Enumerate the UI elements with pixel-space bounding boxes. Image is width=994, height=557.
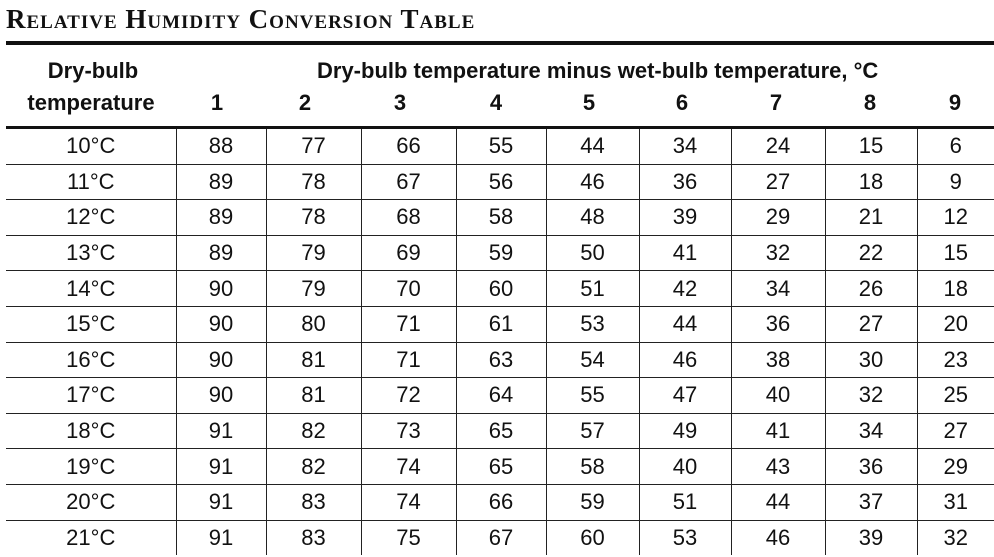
table-cell: 36	[825, 449, 917, 485]
table-cell: 58	[546, 449, 639, 485]
table-cell: 30	[825, 342, 917, 378]
table-cell: 83	[266, 484, 361, 520]
table-cell: 41	[639, 235, 731, 271]
table-cell: 64	[456, 378, 546, 414]
table-cell: 70	[361, 271, 456, 307]
table-cell: 91	[176, 449, 266, 485]
table-cell: 91	[176, 413, 266, 449]
table-cell: 29	[731, 200, 825, 236]
row-temperature: 17°C	[6, 378, 176, 414]
table-cell: 91	[176, 520, 266, 555]
table-cell: 71	[361, 342, 456, 378]
table-cell: 51	[546, 271, 639, 307]
table-cell: 61	[456, 306, 546, 342]
table-cell: 54	[546, 342, 639, 378]
table-cell: 50	[546, 235, 639, 271]
table-cell: 82	[266, 449, 361, 485]
table-cell: 32	[731, 235, 825, 271]
table-cell: 81	[266, 378, 361, 414]
row-label-line2: temperature	[27, 90, 155, 115]
table-cell: 40	[731, 378, 825, 414]
table-cell: 89	[176, 200, 266, 236]
table-cell: 27	[731, 164, 825, 200]
table-cell: 90	[176, 271, 266, 307]
table-cell: 12	[917, 200, 994, 236]
table-cell: 36	[731, 306, 825, 342]
table-cell: 29	[917, 449, 994, 485]
table-cell: 67	[361, 164, 456, 200]
table-cell: 24	[731, 129, 825, 164]
table-cell: 75	[361, 520, 456, 555]
humidity-table	[6, 129, 994, 555]
column-header: 1	[210, 90, 224, 115]
table-cell: 81	[266, 342, 361, 378]
row-temperature: 20°C	[6, 484, 176, 520]
column-header: 4	[489, 90, 503, 115]
table-row	[6, 306, 994, 342]
table-cell: 58	[456, 200, 546, 236]
column-header: 8	[863, 90, 877, 115]
table-cell: 68	[361, 200, 456, 236]
row-label-line1: Dry-bulb	[47, 58, 139, 83]
row-temperature: 11°C	[6, 164, 176, 200]
table-cell: 6	[917, 129, 994, 164]
table-cell: 53	[546, 306, 639, 342]
table-row	[6, 164, 994, 200]
table-cell: 90	[176, 342, 266, 378]
table-cell: 27	[825, 306, 917, 342]
table-cell: 69	[361, 235, 456, 271]
table-row	[6, 129, 994, 164]
table-cell: 15	[825, 129, 917, 164]
table-row	[6, 520, 994, 555]
table-cell: 67	[456, 520, 546, 555]
table-cell: 78	[266, 200, 361, 236]
table-cell: 65	[456, 413, 546, 449]
table-cell: 90	[176, 378, 266, 414]
table-row	[6, 378, 994, 414]
table-cell: 39	[825, 520, 917, 555]
table-cell: 79	[266, 235, 361, 271]
table-cell: 46	[731, 520, 825, 555]
row-temperature: 18°C	[6, 413, 176, 449]
table-cell: 71	[361, 306, 456, 342]
column-header: 5	[582, 90, 596, 115]
table-cell: 66	[361, 129, 456, 164]
table-cell: 34	[731, 271, 825, 307]
column-header: 3	[393, 90, 407, 115]
row-temperature: 15°C	[6, 306, 176, 342]
table-cell: 48	[546, 200, 639, 236]
column-header: 7	[769, 90, 783, 115]
table-cell: 59	[546, 484, 639, 520]
table-row	[6, 449, 994, 485]
table-cell: 44	[639, 306, 731, 342]
table-cell: 37	[825, 484, 917, 520]
table-cell: 41	[731, 413, 825, 449]
title-rule	[6, 41, 994, 45]
table-cell: 60	[456, 271, 546, 307]
table-cell: 82	[266, 413, 361, 449]
table-cell: 38	[731, 342, 825, 378]
row-temperature: 19°C	[6, 449, 176, 485]
table-title: Relative Humidity Conversion Table	[6, 4, 476, 34]
table-cell: 63	[456, 342, 546, 378]
table-cell: 9	[917, 164, 994, 200]
table-cell: 46	[639, 342, 731, 378]
table-cell: 51	[639, 484, 731, 520]
table-cell: 74	[361, 449, 456, 485]
table-row	[6, 342, 994, 378]
table-row	[6, 413, 994, 449]
table-cell: 40	[639, 449, 731, 485]
table-cell: 39	[639, 200, 731, 236]
row-temperature: 16°C	[6, 342, 176, 378]
table-cell: 21	[825, 200, 917, 236]
row-temperature: 13°C	[6, 235, 176, 271]
table-cell: 43	[731, 449, 825, 485]
table-cell: 79	[266, 271, 361, 307]
table-row	[6, 484, 994, 520]
table-cell: 55	[456, 129, 546, 164]
table-cell: 57	[546, 413, 639, 449]
table-cell: 34	[639, 129, 731, 164]
table-cell: 25	[917, 378, 994, 414]
table-cell: 44	[546, 129, 639, 164]
table-cell: 42	[639, 271, 731, 307]
table-cell: 27	[917, 413, 994, 449]
table-cell: 74	[361, 484, 456, 520]
table-row	[6, 271, 994, 307]
column-header: 6	[675, 90, 689, 115]
table-cell: 55	[546, 378, 639, 414]
table-cell: 60	[546, 520, 639, 555]
table-cell: 47	[639, 378, 731, 414]
table-cell: 32	[917, 520, 994, 555]
row-temperature: 10°C	[6, 129, 176, 164]
table-cell: 73	[361, 413, 456, 449]
table-cell: 22	[825, 235, 917, 271]
table-cell: 80	[266, 306, 361, 342]
table-cell: 15	[917, 235, 994, 271]
row-temperature: 14°C	[6, 271, 176, 307]
table-cell: 20	[917, 306, 994, 342]
table-cell: 18	[917, 271, 994, 307]
table-cell: 83	[266, 520, 361, 555]
row-temperature: 21°C	[66, 524, 116, 550]
table-cell: 72	[361, 378, 456, 414]
table-cell: 56	[456, 164, 546, 200]
table-cell: 49	[639, 413, 731, 449]
table-cell: 89	[176, 164, 266, 200]
table-cell: 88	[176, 129, 266, 164]
table-cell: 26	[825, 271, 917, 307]
column-group-title: Dry-bulb temperature minus wet-bulb temperature, °C	[317, 58, 879, 83]
column-header: 2	[298, 90, 312, 115]
column-header: 9	[948, 90, 962, 115]
table-cell: 65	[456, 449, 546, 485]
table-body	[6, 129, 994, 555]
table-cell: 18	[825, 164, 917, 200]
table-cell: 34	[825, 413, 917, 449]
table-cell: 46	[546, 164, 639, 200]
table-cell: 90	[176, 306, 266, 342]
table-cell: 44	[731, 484, 825, 520]
row-temperature: 12°C	[6, 200, 176, 236]
table-body-wrap	[6, 129, 994, 557]
table-cell: 77	[266, 129, 361, 164]
table-cell: 53	[639, 520, 731, 555]
table-cell: 36	[639, 164, 731, 200]
table-cell: 78	[266, 164, 361, 200]
table-cell: 91	[176, 484, 266, 520]
table-cell: 31	[917, 484, 994, 520]
table-cell: 59	[456, 235, 546, 271]
table-row	[6, 235, 994, 271]
table-cell: 66	[456, 484, 546, 520]
table-cell: 23	[917, 342, 994, 378]
table-row	[6, 200, 994, 236]
table-cell: 89	[176, 235, 266, 271]
table-cell: 32	[825, 378, 917, 414]
